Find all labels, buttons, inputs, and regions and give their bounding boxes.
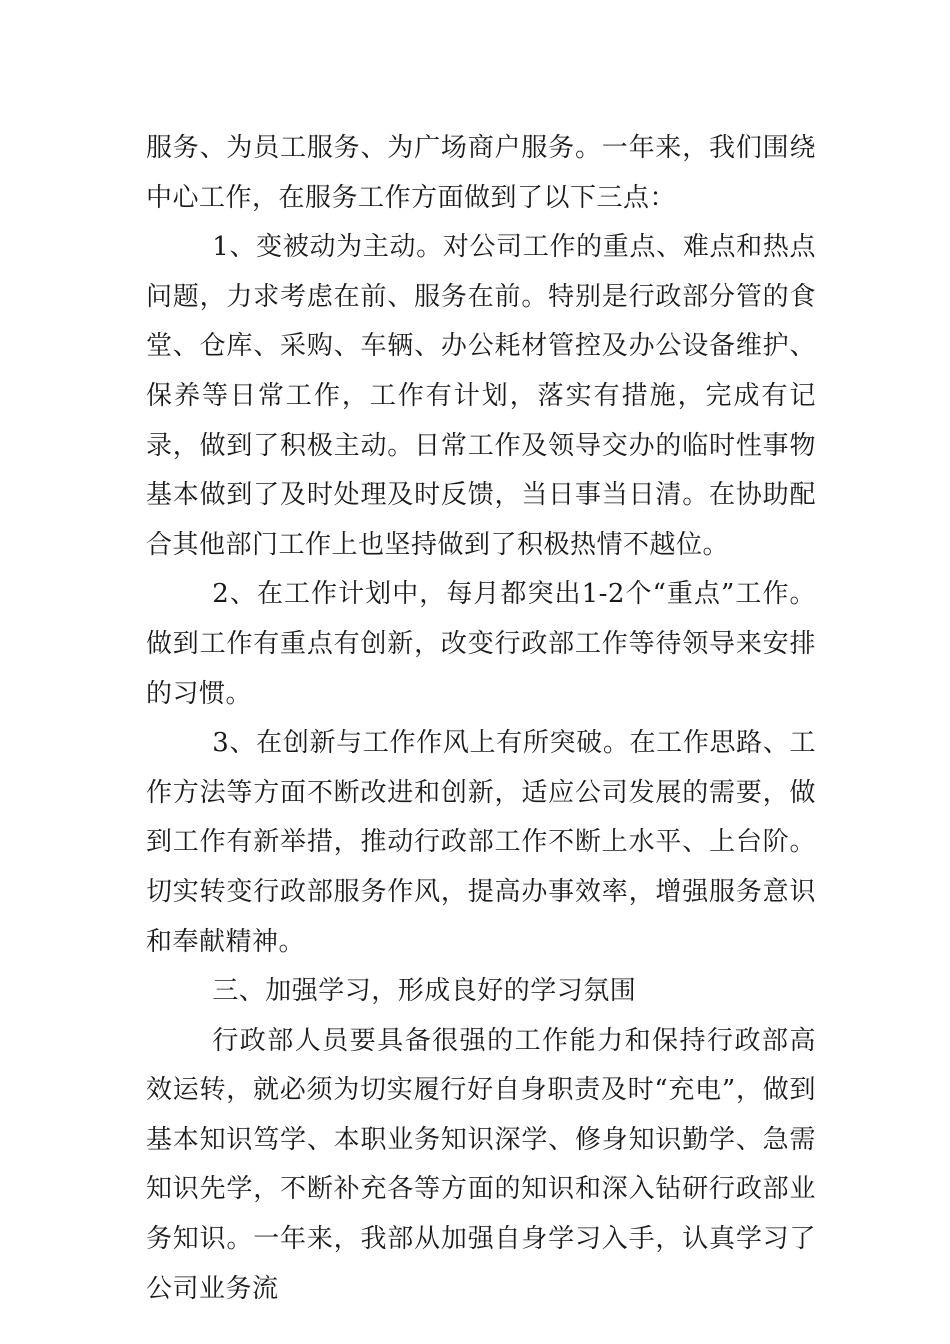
document-body bbox=[146, 124, 816, 1314]
paragraph-point-1: 1、变被动为主动。对公司工作的重点、难点和热点问题，力求考虑在前、服务在前。特别是行政部分管的食堂、仓库、采购、车辆、办公耗材管控及办公设备维护、保养等日常工作，工作有计划，落实有措施，完成有记录，做到了积极主动。日常工作及领导交办的临时性事物基本做到了及时处理及时反馈，当日事当日清。在协助配合其他部门工作上也坚持做到了积极热情不越位。 bbox=[146, 232, 816, 560]
section-heading-learning: 三、加强学习，形成良好的学习氛围 bbox=[212, 976, 637, 1007]
paragraph-point-3: 3、在创新与工作作风上有所突破。在工作思路、工作方法等方面不断改进和创新，适应公司发展的需要，做到工作有新举措，推动行政部工作不断上水平、上台阶。切实转变行政部服务作风，提高办事效率，增强服务意识和奉献精神。 bbox=[146, 728, 816, 957]
paragraph-service-intro: 服务、为员工服务、为广场商户服务。一年来，我们围绕中心工作，在服务工作方面做到了以下三点： bbox=[146, 133, 816, 213]
paragraph-point-2: 2、在工作计划中，每月都突出1-2个“重点”工作。做到工作有重点有创新，改变行政部工作等待领导来安排的习惯。 bbox=[146, 579, 816, 709]
paragraph-learning: 行政部人员要具备很强的工作能力和保持行政部高效运转，就必须为切实履行好自身职责及时“充电”，做到基本知识笃学、本职业务知识深学、修身知识勤学、急需知识先学，不断补充各等方面的知识和深入钻研行政部业务知识。一年来，我部从加强自身学习入手，认真学习了公司业务流 bbox=[146, 1025, 816, 1304]
